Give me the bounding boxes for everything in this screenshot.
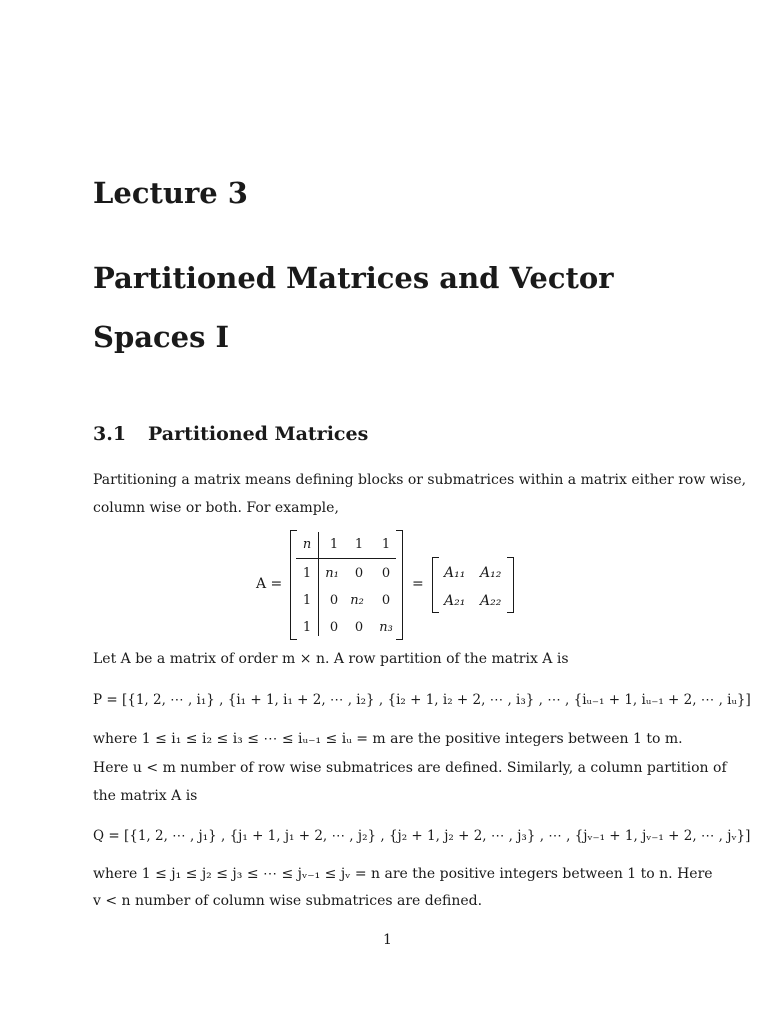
matrix-cell: 1 (381, 537, 391, 552)
matrix-cell: n (302, 537, 312, 552)
matrix-cell: 1 (302, 620, 312, 635)
matrix-cell: 1 (329, 537, 339, 552)
block-right-bracket (507, 557, 514, 613)
block-a12: A₁₂ (480, 565, 502, 581)
partition-horizontal-line (296, 558, 396, 559)
block-a11: A₁₁ (444, 565, 466, 581)
matrix-cell: n₃ (379, 620, 393, 635)
matrix-cell: 0 (381, 566, 391, 581)
page-number: 1 (383, 932, 392, 948)
chapter-title-line-1: Partitioned Matrices and Vector (93, 261, 614, 295)
partition-vertical-line (318, 532, 319, 636)
right-bracket (396, 530, 403, 640)
row-partition-formula: P = [{1, 2, ⋯ , i₁} , {i₁ + 1, i₁ + 2, ⋯ , i₂} , {i₂ + 1, i₂ + 2, ⋯ , i₃} , ⋯ , {iᵤ₋₁ + 1, iᵤ₋₁ + 2, ⋯ , iᵤ}] (93, 692, 751, 708)
section-number: 3.1 (93, 423, 127, 445)
matrix-cell: 1 (354, 537, 364, 552)
matrix-cell: 0 (329, 620, 339, 635)
section-heading (93, 423, 368, 445)
section-title: Partitioned Matrices (148, 423, 369, 445)
matrix-lhs: A = (256, 576, 283, 592)
block-a21: A₂₁ (444, 593, 466, 609)
matrix-cell: 1 (302, 593, 312, 608)
intro-paragraph-line-1: Partitioning a matrix means defining blocks or submatrices within a matrix either row wise, (93, 472, 747, 488)
left-bracket (290, 530, 297, 640)
matrix-cell: 0 (329, 593, 339, 608)
block-left-bracket (432, 557, 439, 613)
matrix-equals: = (412, 576, 424, 592)
matrix-cell: 0 (354, 620, 364, 635)
lecture-label: Lecture 3 (93, 176, 248, 210)
matrix-cell: 1 (302, 566, 312, 581)
intro-paragraph-line-2: column wise or both. For example, (93, 500, 339, 516)
block-a22: A₂₂ (480, 593, 502, 609)
row-partition-note: Here u < m number of row wise submatrices are defined. Similarly, a column partition of (93, 760, 727, 776)
column-partition-condition: where 1 ≤ j₁ ≤ j₂ ≤ j₃ ≤ ⋯ ≤ jᵥ₋₁ ≤ jᵥ = n are the positive integers between 1 to n. Here (93, 866, 713, 882)
column-partition-note: v < n number of column wise submatrices are defined. (93, 893, 483, 909)
matrix-cell: n₁ (325, 566, 339, 581)
matrix-cell: n₂ (350, 593, 364, 608)
chapter-title-line-2: Spaces I (93, 320, 230, 354)
row-partition-intro: Let A be a matrix of order m × n. A row partition of the matrix A is (93, 651, 569, 667)
row-partition-condition: where 1 ≤ i₁ ≤ i₂ ≤ i₃ ≤ ⋯ ≤ iᵤ₋₁ ≤ iᵤ = m are the positive integers between 1 to m. (93, 731, 683, 747)
column-partition-formula: Q = [{1, 2, ⋯ , j₁} , {j₁ + 1, j₁ + 2, ⋯ , j₂} , {j₂ + 1, j₂ + 2, ⋯ , j₃} , ⋯ , {jᵥ₋₁ + 1, jᵥ₋₁ + 2, ⋯ , jᵥ}] (93, 828, 751, 844)
matrix-cell: 0 (381, 593, 391, 608)
column-partition-intro: the matrix A is (93, 788, 198, 804)
matrix-cell: 0 (354, 566, 364, 581)
